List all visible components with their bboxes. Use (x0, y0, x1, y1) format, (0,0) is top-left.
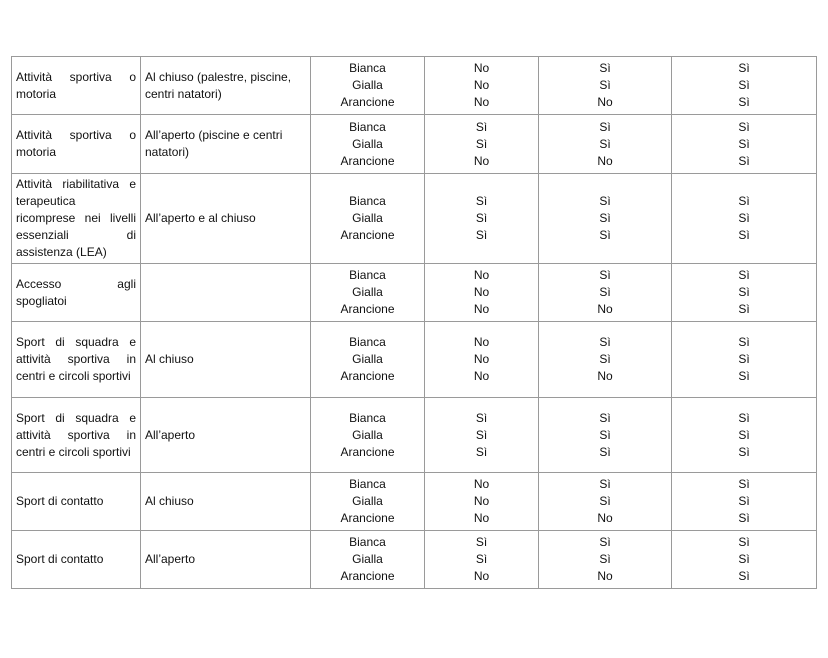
zone-label: Gialla (352, 78, 383, 92)
status-cell-2 (539, 264, 672, 322)
status-value: Sì (738, 335, 750, 349)
zone-label: Bianca (349, 268, 386, 282)
table-row (12, 531, 817, 589)
zone-label: Arancione (340, 369, 395, 383)
status-value: Sì (599, 228, 611, 242)
status-value: Sì (738, 153, 750, 168)
table-row (12, 322, 817, 398)
activity-cell: Attività riabilitativa e terapeutica ricomprese nei livelli essenziali di assistenza (LEA) (12, 174, 141, 264)
status-value: No (597, 302, 613, 316)
table-row (12, 174, 817, 264)
zone-label: Gialla (352, 285, 383, 299)
status-value: Sì (599, 119, 611, 134)
activity-cell: Sport di contatto (12, 531, 141, 589)
status-value: Sì (475, 119, 488, 134)
status-value: No (597, 153, 613, 168)
status-value: Sì (738, 369, 750, 383)
setting-cell: All’aperto (141, 531, 311, 589)
status-value: No (597, 569, 613, 583)
status-value: Sì (599, 444, 611, 459)
zone-label: Bianca (349, 535, 386, 549)
status-value: Sì (475, 211, 488, 225)
status-cell-3 (672, 531, 817, 589)
zone-label: Gialla (352, 427, 383, 442)
status-value: No (473, 477, 490, 491)
status-value: No (473, 61, 490, 75)
status-value: Sì (475, 535, 488, 549)
zone-label: Bianca (349, 335, 386, 349)
status-cell-1 (425, 174, 539, 264)
status-value: No (473, 78, 490, 92)
status-value: Sì (738, 119, 750, 134)
zone-cell (311, 473, 425, 531)
status-value: Sì (738, 352, 750, 366)
status-value: Sì (738, 228, 750, 242)
status-cell-1 (425, 473, 539, 531)
status-value: Sì (475, 136, 488, 151)
status-cell-1 (425, 57, 539, 115)
status-cell-3 (672, 322, 817, 398)
zone-label: Gialla (352, 552, 383, 566)
status-value: No (473, 569, 490, 583)
status-value: No (473, 511, 490, 525)
status-cell-2 (539, 57, 672, 115)
status-value: Sì (599, 211, 611, 225)
status-value: Sì (738, 552, 750, 566)
status-value: Sì (475, 444, 488, 459)
status-value: Sì (738, 535, 750, 549)
regulations-table (11, 56, 817, 589)
table-row (12, 264, 817, 322)
status-value: Sì (599, 410, 611, 425)
status-value: Sì (599, 535, 611, 549)
status-value: Sì (599, 552, 611, 566)
status-value: No (473, 352, 490, 366)
table-row (12, 115, 817, 174)
status-value: Sì (738, 268, 750, 282)
zone-cell (311, 398, 425, 473)
status-value: Sì (599, 335, 611, 349)
status-value: Sì (738, 194, 750, 208)
zone-label: Gialla (352, 352, 383, 366)
zone-label: Arancione (340, 511, 395, 525)
status-value: Sì (738, 136, 750, 151)
status-value: Sì (738, 78, 750, 92)
activity-cell: Attività sportiva o motoria (12, 115, 141, 174)
setting-cell (141, 264, 311, 322)
status-cell-2 (539, 473, 672, 531)
status-value: Sì (738, 477, 750, 491)
zone-label: Bianca (349, 61, 386, 75)
status-value: Sì (599, 285, 611, 299)
activity-cell: Sport di squadra e attività sportiva in centri e circoli sportivi (12, 398, 141, 473)
zone-label: Arancione (340, 302, 395, 316)
status-cell-3 (672, 174, 817, 264)
zone-label: Gialla (352, 136, 383, 151)
status-value: Sì (738, 302, 750, 316)
table-row (12, 398, 817, 473)
status-value: No (597, 95, 613, 109)
table-body (12, 57, 817, 589)
status-cell-1 (425, 398, 539, 473)
activity-cell: Sport di contatto (12, 473, 141, 531)
status-cell-3 (672, 115, 817, 174)
zone-label: Arancione (340, 228, 395, 242)
status-cell-1 (425, 115, 539, 174)
zone-label: Arancione (340, 95, 395, 109)
status-value: Sì (599, 494, 611, 508)
status-cell-2 (539, 398, 672, 473)
table-row (12, 57, 817, 115)
status-value: Sì (475, 228, 488, 242)
zone-label: Gialla (352, 211, 383, 225)
setting-cell: All’aperto (141, 398, 311, 473)
status-cell-2 (539, 531, 672, 589)
status-value: No (597, 369, 613, 383)
zone-label: Bianca (349, 119, 386, 134)
setting-cell: Al chiuso (141, 322, 311, 398)
status-value: Sì (599, 194, 611, 208)
status-value: Sì (738, 444, 750, 459)
status-value: Sì (599, 427, 611, 442)
status-cell-2 (539, 322, 672, 398)
status-cell-1 (425, 531, 539, 589)
zone-label: Bianca (349, 477, 386, 491)
status-value: Sì (599, 136, 611, 151)
status-value: No (597, 511, 613, 525)
status-value: No (473, 268, 490, 282)
setting-cell: All’aperto (piscine e centri natatori) (141, 115, 311, 174)
status-value: No (473, 335, 490, 349)
status-value: Sì (599, 78, 611, 92)
zone-label: Bianca (349, 410, 386, 425)
activity-cell: Attività sportiva o motoria (12, 57, 141, 115)
zone-cell (311, 57, 425, 115)
zone-label: Bianca (349, 194, 386, 208)
status-value: No (473, 302, 490, 316)
setting-cell: Al chiuso (141, 473, 311, 531)
status-value: No (473, 95, 490, 109)
zone-cell (311, 531, 425, 589)
zone-cell (311, 264, 425, 322)
status-value: Sì (738, 211, 750, 225)
status-value: Sì (475, 194, 488, 208)
status-value: No (473, 285, 490, 299)
status-value: Sì (475, 427, 488, 442)
zone-label: Arancione (340, 153, 395, 168)
status-cell-2 (539, 174, 672, 264)
zone-cell (311, 322, 425, 398)
status-value: Sì (599, 61, 611, 75)
status-cell-3 (672, 57, 817, 115)
status-value: Sì (738, 410, 750, 425)
zone-label: Gialla (352, 494, 383, 508)
status-value: Sì (738, 569, 750, 583)
status-value: Sì (738, 61, 750, 75)
zone-cell (311, 115, 425, 174)
status-cell-3 (672, 473, 817, 531)
activity-cell: Sport di squadra e attività sportiva in centri e circoli sportivi (12, 322, 141, 398)
setting-cell: All’aperto e al chiuso (141, 174, 311, 264)
zone-label: Arancione (340, 569, 395, 583)
status-value: Sì (599, 352, 611, 366)
status-value: No (473, 494, 490, 508)
activity-cell: Accesso agli spogliatoi (12, 264, 141, 322)
status-cell-2 (539, 115, 672, 174)
status-value: Sì (475, 410, 488, 425)
setting-cell: Al chiuso (palestre, piscine, centri natatori) (141, 57, 311, 115)
status-cell-1 (425, 322, 539, 398)
status-cell-1 (425, 264, 539, 322)
status-cell-3 (672, 398, 817, 473)
status-value: No (473, 153, 490, 168)
status-cell-3 (672, 264, 817, 322)
status-value: Sì (475, 552, 488, 566)
status-value: No (473, 369, 490, 383)
zone-cell (311, 174, 425, 264)
status-value: Sì (599, 477, 611, 491)
status-value: Sì (738, 494, 750, 508)
status-value: Sì (738, 95, 750, 109)
status-value: Sì (738, 427, 750, 442)
status-value: Sì (738, 285, 750, 299)
table-row (12, 473, 817, 531)
status-value: Sì (738, 511, 750, 525)
status-value: Sì (599, 268, 611, 282)
zone-label: Arancione (340, 444, 395, 459)
